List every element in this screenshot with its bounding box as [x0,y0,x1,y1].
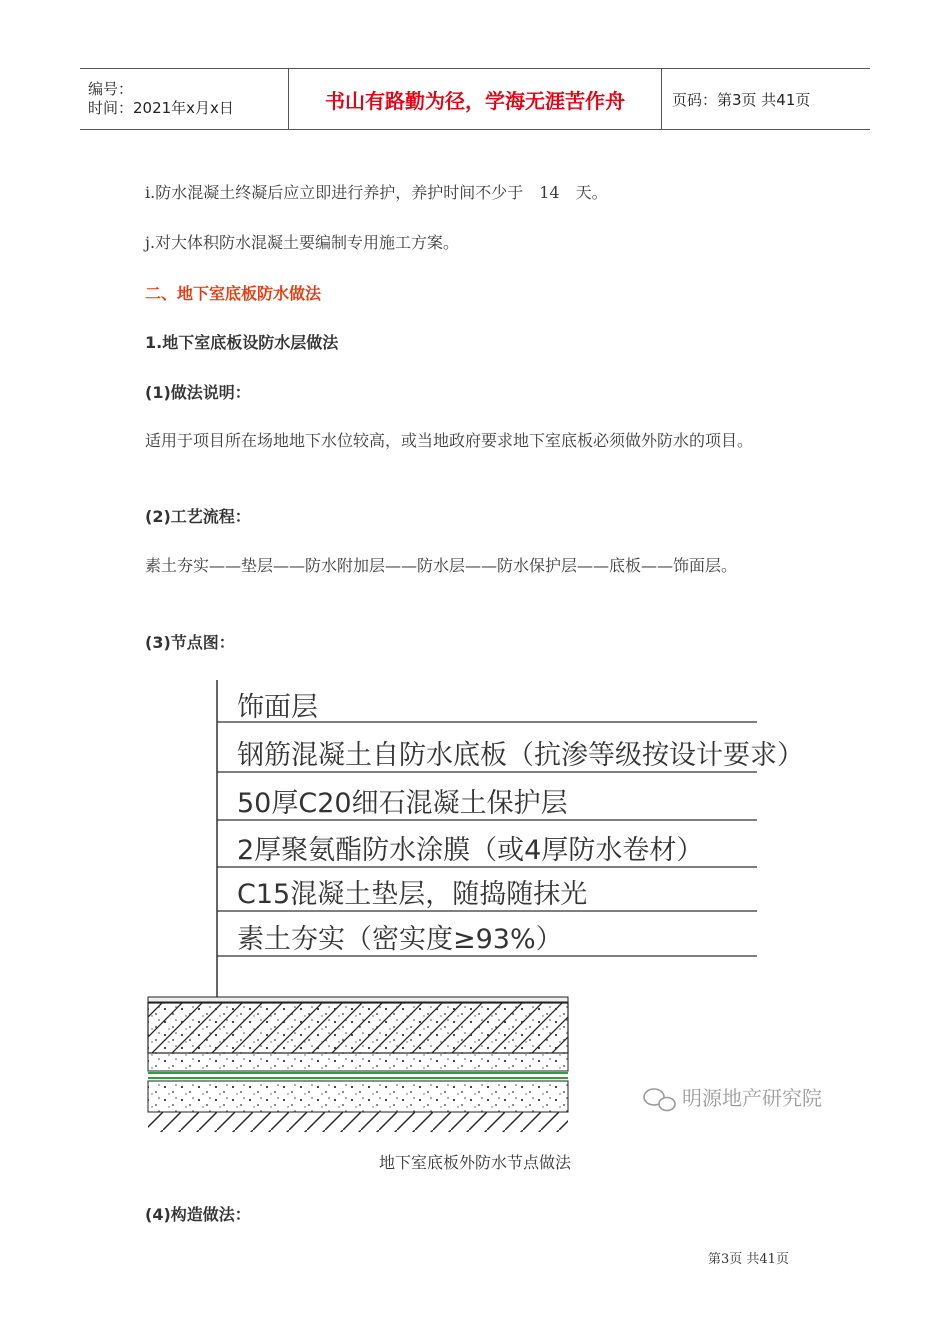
protection-layer [148,1053,568,1071]
layer-label: C15混凝土垫层，随捣随抹光 [237,879,588,910]
finish-layer [148,997,568,1002]
step4-title: (4)构造做法： [145,1205,251,1224]
layer-label: 钢筋混凝土自防水底板（抗渗等级按设计要求） [237,740,804,771]
page-footer: 第3页 共41页 [708,1252,789,1267]
step2-text: 素土夯实——垫层——防水附加层——防水层——防水保护层——底板——饰面层。 [145,556,738,575]
rc-slab-aggregate [148,1003,568,1053]
step1-text: 适用于项目所在场地地下水位较高，或当地政府要求地下室底板必须做外防水的项目。 [145,431,754,450]
header-left [80,69,288,129]
time-label: 时间：2021年x月x日 [88,99,234,117]
item-j: j.对大体积防水混凝土要编制专用施工方案。 [145,233,460,252]
step2-title: (2)工艺流程： [145,507,251,526]
subsection-title: 1.地下室底板设防水层做法 [145,333,339,352]
node-diagram [145,680,885,1135]
page-header [80,68,870,130]
layer-label: 饰面层 [237,692,318,723]
section-title: 二、地下室底板防水做法 [145,284,322,303]
header-motto: 书山有路勤为径，学海无涯苦作舟 [288,69,662,129]
compacted-soil [148,1112,568,1132]
layer-label: 2厚聚氨酯防水涂膜（或4厚防水卷材） [237,835,704,866]
watermark: 明源地产研究院 [682,1086,822,1110]
figure-caption: 地下室底板外防水节点做法 [378,1153,571,1172]
item-i: i.防水混凝土终凝后应立即进行养护，养护时间不少于 14 天。 [145,183,608,202]
serial-label: 编号： [88,80,134,98]
layer-label: 素土夯实（密实度≥93%） [237,924,563,955]
layer-label: 50厚C20细石混凝土保护层 [237,788,568,819]
wechat-icon [644,1089,675,1111]
step3-title: (3)节点图： [145,633,235,652]
header-page-label: 页码：第3页 共41页 [672,90,811,109]
cushion-layer [148,1081,568,1112]
node-diagram-svg [145,680,885,1135]
step1-title: (1)做法说明： [145,383,251,402]
